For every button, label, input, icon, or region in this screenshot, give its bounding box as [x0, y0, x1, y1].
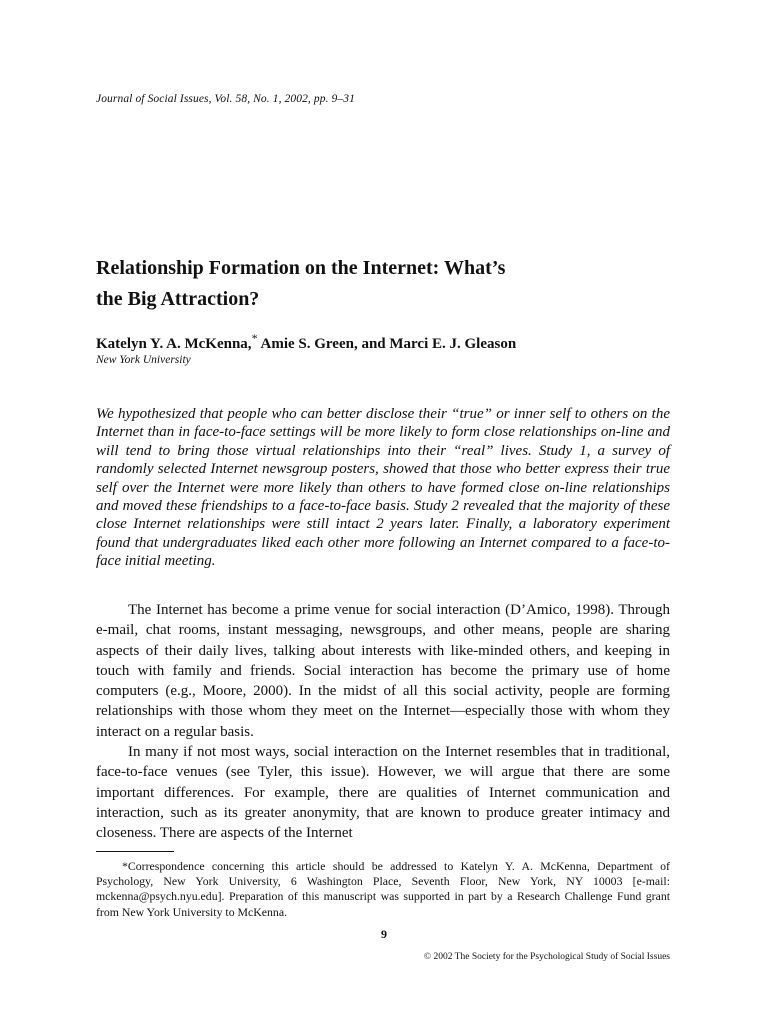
abstract: We hypothesized that people who can better disclose their “true” or inner self to others on the Internet than in face-to-face settings will be more likely to form close relationships on-line and will tend to bring those virtual relationships into their “real” lives. Study 1, a survey of randomly selected Internet newsgroup posters, showed that those who better express their true self over the Internet were more likely than others to have formed close on-line relationships and moved these friendships to a face-to-face basis. Study 2 revealed that the majority of these close Internet relationships were still intact 2 years later. Finally, a laboratory experiment found that undergraduates liked each other more following an Internet compared to a face-to-face initial meeting. [96, 406, 670, 570]
copyright-notice: © 2002 The Society for the Psychological Study of Social Issues [423, 952, 670, 962]
page-number: 9 [381, 927, 387, 941]
title-line-1: Relationship Formation on the Internet: What’s [96, 257, 506, 279]
author-list [96, 331, 516, 353]
first-author: Katelyn Y. A. McKenna, [96, 336, 252, 352]
correspondence-mark: * [251, 331, 258, 345]
article-title [96, 253, 676, 315]
body-paragraph-1: The Internet has become a prime venue for social interaction (D’Amico, 1998). Through e-mail, chat rooms, instant messaging, newsgroups, and other means, people are sharing aspects of their daily lives, talking about interests with like-minded others, and keeping in touch with family and friends. Social interaction has become the primary use of home computers (e.g., Moore, 2000). In the midst of all this social activity, people are forming relationships with those whom they meet on the Internet—especially those with whom they interact on a regular basis. [96, 602, 670, 740]
correspondence-footnote: *Correspondence concerning this article should be addressed to Katelyn Y. A. McKenna, Department of Psychology, New York University, 6 Washington Place, Seventh Floor, New York, NY 10003 [e-mail: mckenna@psych.nyu.edu]. Preparation of this manuscript was supported in part by a Research Challenge Fund grant from New York University to McKenna. [96, 859, 670, 919]
other-authors: Amie S. Green, and Marci E. J. Gleason [257, 336, 517, 352]
footnote-divider [96, 851, 174, 852]
body-text [96, 600, 670, 844]
body-paragraph-2: In many if not most ways, social interaction on the Internet resembles that in traditional, face-to-face venues (see Tyler, this issue). However, we will argue that there are some important differences. For example, there are qualities of Internet communication and interaction, such as its greater anonymity, that are known to produce greater intimacy and closeness. There are aspects of the Internet [96, 744, 670, 842]
journal-citation: Journal of Social Issues, Vol. 58, No. 1, 2002, pp. 9–31 [96, 93, 355, 105]
title-line-2: the Big Attraction? [96, 288, 260, 310]
affiliation: New York University [96, 354, 191, 366]
